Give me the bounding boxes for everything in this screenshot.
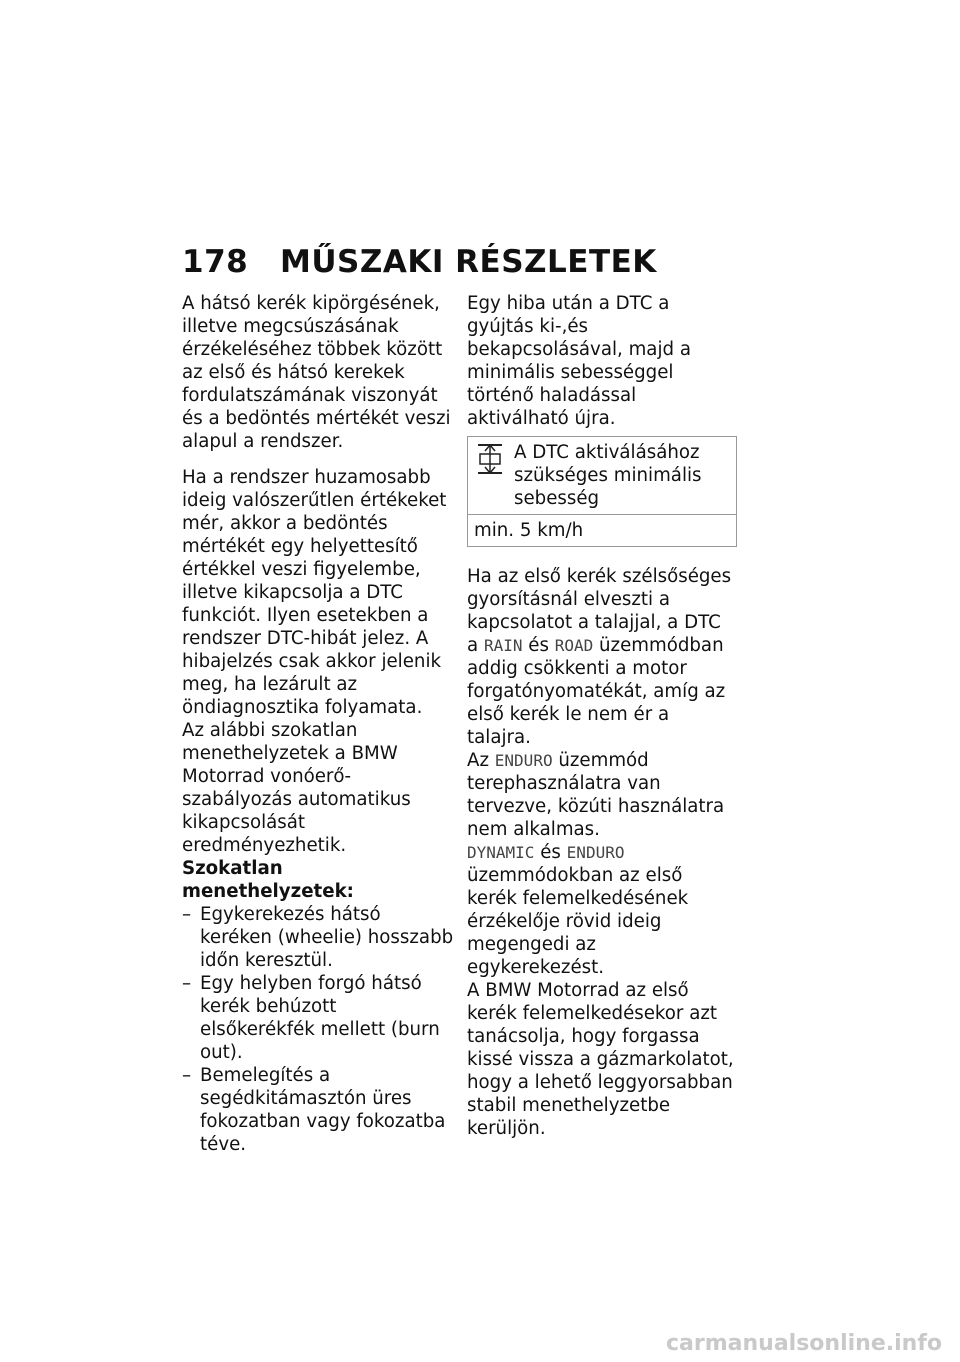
mode-enduro: ENDURO — [566, 843, 625, 862]
section-heading: Szokatlan menethelyzetek: — [182, 858, 354, 902]
mode-rain: RAIN — [483, 636, 523, 655]
text-run: és — [534, 842, 567, 863]
text-run: üzemmódban addig csökkenti a motor forgatónyomatékát, amíg az első kerék le nem ér a talajra. — [467, 635, 726, 748]
right-column — [467, 292, 737, 1140]
page-number: 178 — [182, 244, 249, 280]
text-run: üzemmódokban az első kerék felemelkedésének érzékelője rövid ideig megengedi az egykerekezést. — [467, 865, 689, 978]
paragraph: Egy hiba után a DTC a gyújtás ki-,és bekapcsolásával, majd a minimális sebességgel történő haladással aktiválható újra. — [467, 293, 691, 429]
text-run: Ha az első kerék szélsőséges gyorsításnál elveszti a kapcsolatot a talajjal, a DTC a — [467, 566, 732, 656]
paragraph — [467, 749, 737, 841]
text-run: Az — [467, 750, 495, 771]
paragraph: A BMW Motorrad az első kerék felemelkedésekor azt tanácsolja, hogy forgassa kissé vissza a gázmarkolatot, hogy a lehető leggyorsabban stabil menethelyzetbe kerüljön. — [467, 980, 734, 1139]
spec-table — [467, 436, 737, 547]
left-column — [182, 292, 454, 1156]
watermark: carmanualsonline.info — [666, 1331, 942, 1356]
page-title: MŰSZAKI RÉSZLETEK — [280, 244, 657, 280]
paragraph: A hátsó kerék kipörgésének, illetve megcsúszásának érzékeléséhez többek között az első és hátsó kerekek fordulatszámának viszonyát és a bedöntés mértékét veszi alapul a rendszer. — [182, 293, 451, 452]
list-item: – Bemelegítés a segédkitámasztón üres fokozatban vagy fokozatba téve. — [182, 1064, 454, 1156]
paragraph — [467, 841, 737, 979]
paragraph: Az alábbi szokatlan menethelyzetek a BMW Motorrad vonóerő-szabályozás automatikus kikapcsolását eredményezhetik. — [182, 720, 411, 856]
list-item: – Egy helyben forgó hátsó kerék behúzott elsőkerékfék mellett (burn out). — [182, 972, 454, 1064]
gauge-spec-icon — [476, 441, 504, 477]
paragraph — [467, 565, 737, 749]
page-header — [182, 244, 657, 280]
spec-note-text: A DTC aktiválásához szükséges minimális sebesség — [514, 442, 702, 509]
mode-enduro: ENDURO — [494, 751, 553, 770]
situation-list — [182, 903, 454, 1156]
spec-value-row: min. 5 km/h — [474, 520, 584, 541]
paragraph: Ha a rendszer huzamosabb ideig valószerűtlen értékeket mér, akkor a bedöntés mértékét egy helyettesítő értékkel veszi figyelembe, illetve kikapcsolja a DTC funkciót. Ilyen esetekben a rendszer DTC-hibát jelez. A hibajelzés csak akkor jelenik meg, ha lezárult az öndiagnosztika folyamata. — [182, 467, 447, 718]
list-item: – Egykerekezés hátsó keréken (wheelie) hosszabb időn keresztül. — [182, 903, 454, 972]
text-run: és — [522, 635, 555, 656]
mode-road: ROAD — [554, 636, 594, 655]
mode-dynamic: DYNAMIC — [467, 843, 535, 862]
spec-note-row — [468, 437, 736, 515]
text-run: üzemmód terephasználatra van tervezve, közúti használatra nem alkalmas. — [467, 750, 725, 840]
